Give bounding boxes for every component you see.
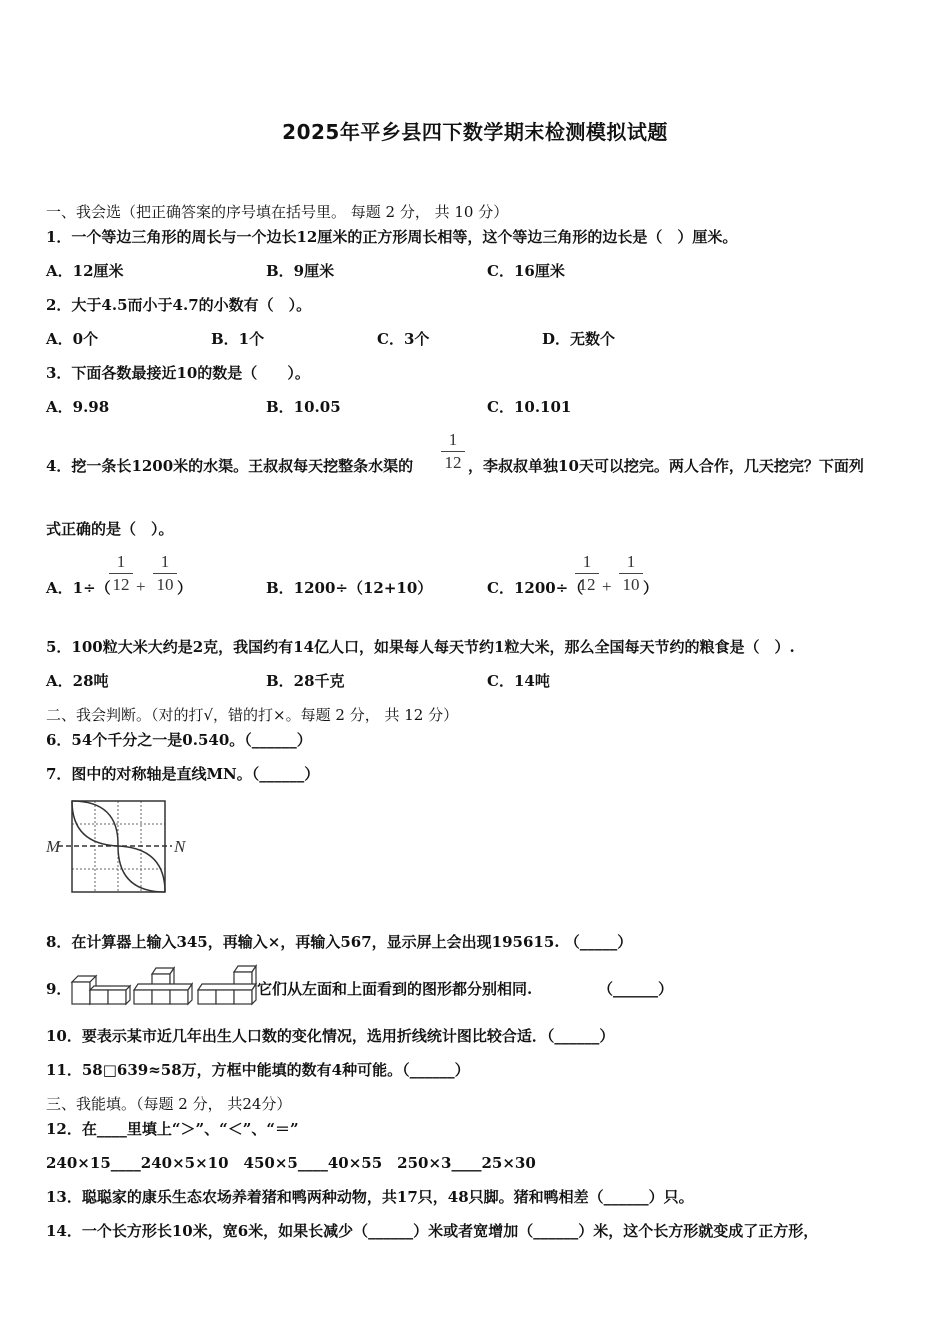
q1-option-c: C．16厘米: [487, 262, 565, 280]
q3-option-a: A．9.98: [46, 398, 110, 416]
q9-number: 9．: [46, 980, 72, 998]
q1-option-a: A．12厘米: [46, 262, 124, 280]
q4-option-b: B．1200÷（12+10）: [266, 579, 433, 597]
line-label-n: N: [174, 837, 186, 856]
q4-option-c-prefix: C．1200÷（: [487, 579, 584, 597]
q4-option-c-fraction-2: 1 10: [619, 552, 643, 595]
line-label-m: M: [46, 837, 61, 856]
q5-stem: 5．100粒大米大约是2克，我国约有14亿人口，如果每人每天节约1粒大米，那么全国每天节约的粮食是（ ）.: [46, 638, 795, 656]
q2-option-a: A．0个: [46, 330, 99, 348]
q13-text: 13．聪聪家的康乐生态农场养着猪和鸭两种动物，共17只，48只脚。猪和鸭相差（______）只。: [46, 1188, 694, 1206]
q12-stem: 12．在____里填上“＞”、“＜”、“＝”: [46, 1120, 299, 1138]
q3-stem: 3．下面各数最接近10的数是（ ）。: [46, 364, 310, 382]
q4-stem-part1: 4．挖一条长1200米的水渠。王叔叔每天挖整条水渠的: [46, 457, 414, 475]
q8-text: 8．在计算器上输入345，再输入×，再输入567，显示屏上会出现195615. （_____）: [46, 933, 633, 951]
q3-option-b: B．10.05: [266, 398, 341, 416]
q4-option-a-fraction-2: 1 10: [153, 552, 177, 595]
q2-option-d: D．无数个: [542, 330, 616, 348]
section2-heading: 二、我会判断。（对的打√，错的打×。每题 2 分， 共 12 分）: [46, 706, 459, 724]
q4-option-c-suffix: ）: [643, 579, 659, 597]
q7-text: 7．图中的对称轴是直线MN。（______）: [46, 765, 320, 783]
q4-fraction: 1 12: [441, 430, 465, 473]
q4-option-c-plus: +: [602, 577, 612, 596]
q4-stem-part2: ，李叔叔单独10天可以挖完。两人合作，几天挖完？下面列: [468, 457, 864, 475]
q12-items: 240×15____240×5×10 450×5____40×55 250×3____25×30: [46, 1154, 536, 1172]
q4-option-c-fraction-1: 1 12: [575, 552, 599, 595]
q5-option-a: A．28吨: [46, 672, 109, 690]
section1-heading: 一、我会选（把正确答案的序号填在括号里。 每题 2 分， 共 10 分）: [46, 203, 509, 221]
q4-option-a-fraction-1: 1 12: [109, 552, 133, 595]
q4-option-a-prefix: A．1÷（: [46, 579, 111, 597]
q2-option-c: C．3个: [377, 330, 430, 348]
q1-stem: 1．一个等边三角形的周长与一个边长12厘米的正方形周长相等，这个等边三角形的边长是（ ）厘米。: [46, 228, 738, 246]
q11-text: 11．58□639≈58万，方框中能填的数有4种可能。（______）: [46, 1061, 470, 1079]
q2-stem: 2．大于4.5而小于4.7的小数有（ ）。: [46, 296, 312, 314]
q2-option-b: B．1个: [211, 330, 265, 348]
q6-text: 6．54个千分之一是0.540。（______）: [46, 731, 312, 749]
section3-heading: 三、我能填。（每题 2 分， 共24分）: [46, 1095, 292, 1113]
q9-blank: （______）: [598, 980, 674, 998]
q9-text: 它们从左面和上面看到的图形都分别相同.: [257, 980, 533, 998]
symmetry-grid-figure: [44, 796, 196, 896]
q10-text: 10．要表示某市近几年出生人口数的变化情况，选用折线统计图比较合适．（______）: [46, 1027, 615, 1045]
q4-stem-cont: 式正确的是（ ）。: [46, 520, 174, 538]
q4-option-a-plus: +: [136, 577, 146, 596]
q5-option-c: C．14吨: [487, 672, 550, 690]
q3-option-c: C．10.101: [487, 398, 572, 416]
q14-text: 14．一个长方形长10米，宽6米，如果长减少（______）米或者宽增加（______）米，这个长方形就变成了正方形，: [46, 1222, 819, 1240]
q4-option-a-suffix: ）: [177, 579, 193, 597]
q1-option-b: B．9厘米: [266, 262, 335, 280]
cube-blocks-figure: [70, 962, 258, 1008]
q5-option-b: B．28千克: [266, 672, 345, 690]
page-title: 2025年平乡县四下数学期末检测模拟试题: [282, 120, 668, 144]
